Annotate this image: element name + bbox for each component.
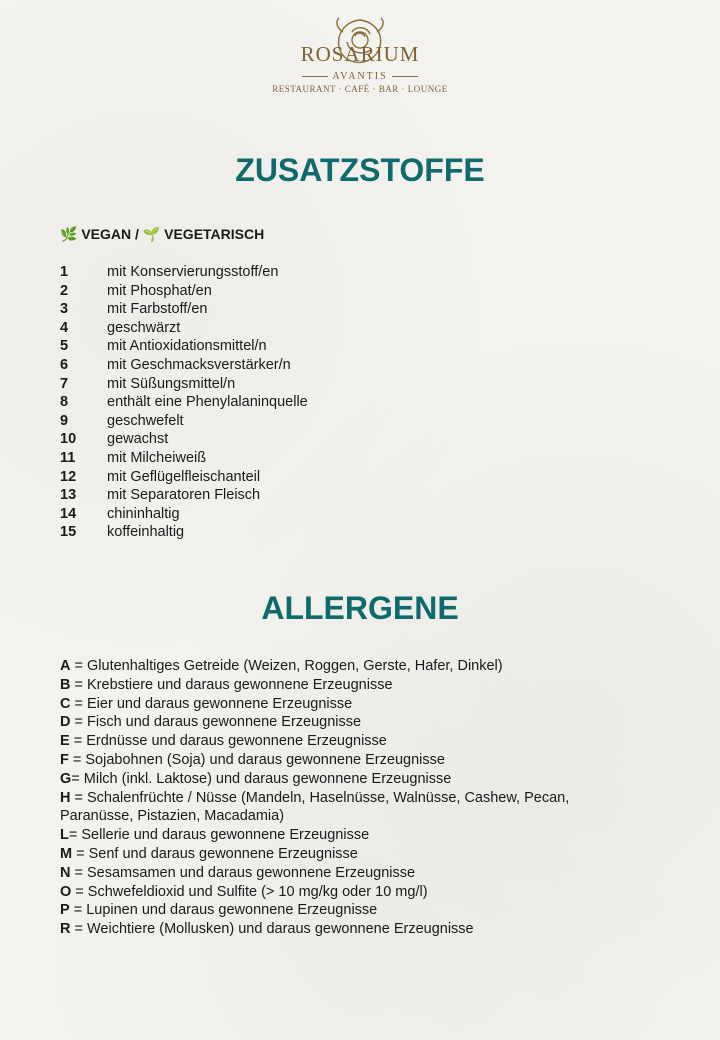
allergen-code: G [60,770,72,787]
additives-list [60,263,308,542]
allergen-item [60,845,640,864]
allergen-text: = Weichtiere (Mollusken) und daraus gewonnene Erzeugnisse [70,921,474,938]
allergen-text: = Fisch und daraus gewonnene Erzeugnisse [70,714,362,731]
allergen-text: = Sojabohnen (Soja) und daraus gewonnene Erzeugnisse [68,751,445,768]
allergen-text: = Senf und daraus gewonnene Erzeugnisse [72,845,358,862]
seedling-icon: 🌱 [142,226,161,242]
allergen-code: A [60,658,71,674]
vegan-label: VEGAN / [81,226,139,242]
additive-text: chininhaltig [107,505,180,522]
additive-text: koffeinhaltig [107,524,185,541]
allergen-code: R [60,921,71,938]
allergen-item [60,826,640,845]
allergen-code: H [60,789,71,806]
additive-number: 11 [60,449,76,466]
additive-text: mit Milcheiweiß [107,449,207,466]
additive-item [60,449,308,468]
allergen-text: = Glutenhaltiges Getreide (Weizen, Roggen, Gerste, Hafer, Dinkel) [70,658,503,674]
additive-number: 3 [60,301,69,318]
allergen-code: C [60,695,71,712]
additive-text: mit Antioxidationsmittel/n [107,338,267,355]
additive-number: 9 [60,412,69,429]
additive-text: mit Farbstoff/en [107,301,208,318]
restaurant-logo [0,10,720,94]
additive-text: geschwärzt [107,319,181,336]
allergens-list [60,657,640,939]
allergen-code: N [60,864,71,881]
leaf-icon: 🌿 [60,226,78,242]
allergen-text: = Schwefeldioxid und Sulfite (> 10 mg/kg oder 10 mg/l) [71,883,428,900]
allergen-item [60,789,640,827]
allergen-item [60,751,640,770]
additive-text: enthält eine Phenylalaninquelle [107,394,308,411]
allergen-item [60,901,640,920]
allergen-code: B [60,676,71,693]
additive-number: 6 [60,356,69,373]
additive-item [60,468,308,487]
allergen-item [60,713,640,732]
allergen-text: = Schalenfrüchte / Nüsse (Mandeln, Haselnüsse, Walnüsse, Cashew, Pecan, Paranüsse, Pistazien, Macadamia) [60,789,570,825]
additive-text: geschwefelt [107,412,184,429]
allergen-text: = Milch (inkl. Laktose) und daraus gewonnene Erzeugnisse [71,770,452,787]
additive-number: 1 [60,264,69,280]
additive-item [60,486,308,505]
additive-text: mit Konservierungsstoff/en [107,264,279,280]
allergen-text: = Krebstiere und daraus gewonnene Erzeugnisse [70,676,393,693]
allergen-code: L [60,827,69,844]
additive-text: mit Geflügelfleischanteil [107,468,261,485]
additive-item [60,523,308,542]
allergen-item [60,770,640,789]
additive-number: 13 [60,487,77,504]
additive-number: 15 [60,524,77,541]
additive-item [60,412,308,431]
allergen-item [60,732,640,751]
additive-item [60,430,308,449]
additive-item [60,300,308,319]
additive-number: 8 [60,394,69,411]
allergen-text: = Lupinen und daraus gewonnene Erzeugnisse [69,902,378,919]
allergen-text: = Sesamsamen und daraus gewonnene Erzeugnisse [70,864,416,881]
additive-number: 10 [60,431,77,448]
additive-item [60,319,308,338]
vegetarian-label: VEGETARISCH [164,226,265,242]
additive-number: 5 [60,338,69,355]
additive-text: mit Süßungsmittel/n [107,375,236,392]
additive-text: mit Geschmacksverstärker/n [107,356,291,373]
allergen-code: M [60,845,73,862]
logo-sub: AVANTIS [0,71,720,82]
additive-item [60,282,308,301]
allergen-item [60,695,640,714]
additive-text: gewachst [107,431,169,448]
allergen-text: = Sellerie und daraus gewonnene Erzeugnisse [68,827,370,844]
additive-number: 14 [60,505,77,522]
allergen-code: D [60,714,71,731]
allergen-item [60,883,640,902]
allergen-code: O [60,883,72,900]
additive-number: 4 [60,319,69,336]
additives-title: ZUSATZSTOFFE [235,152,485,188]
allergen-code: F [60,751,69,768]
allergen-text: = Eier und daraus gewonnene Erzeugnisse [70,695,353,712]
allergen-text: = Erdnüsse und daraus gewonnene Erzeugnisse [69,733,387,750]
additive-number: 2 [60,282,69,299]
additive-item [60,375,308,394]
diet-legend [60,226,264,243]
allergen-item [60,676,640,695]
logo-tagline: RESTAURANT · CAFÉ · BAR · LOUNGE [272,84,448,94]
additive-item [60,393,308,412]
additive-item [60,356,308,375]
allergen-item [60,657,640,676]
additive-item [60,505,308,524]
allergen-code: E [60,733,70,750]
additive-text: mit Separatoren Fleisch [107,487,261,504]
additive-number: 12 [60,468,77,485]
allergen-item [60,920,640,939]
allergen-item [60,864,640,883]
allergens-title: ALLERGENE [261,590,459,626]
logo-brand: ROSARIUM [300,42,420,66]
allergen-code: P [60,902,70,919]
additive-number: 7 [60,375,69,392]
additive-item [60,337,308,356]
additive-text: mit Phosphat/en [107,282,212,299]
additive-item [60,263,308,282]
